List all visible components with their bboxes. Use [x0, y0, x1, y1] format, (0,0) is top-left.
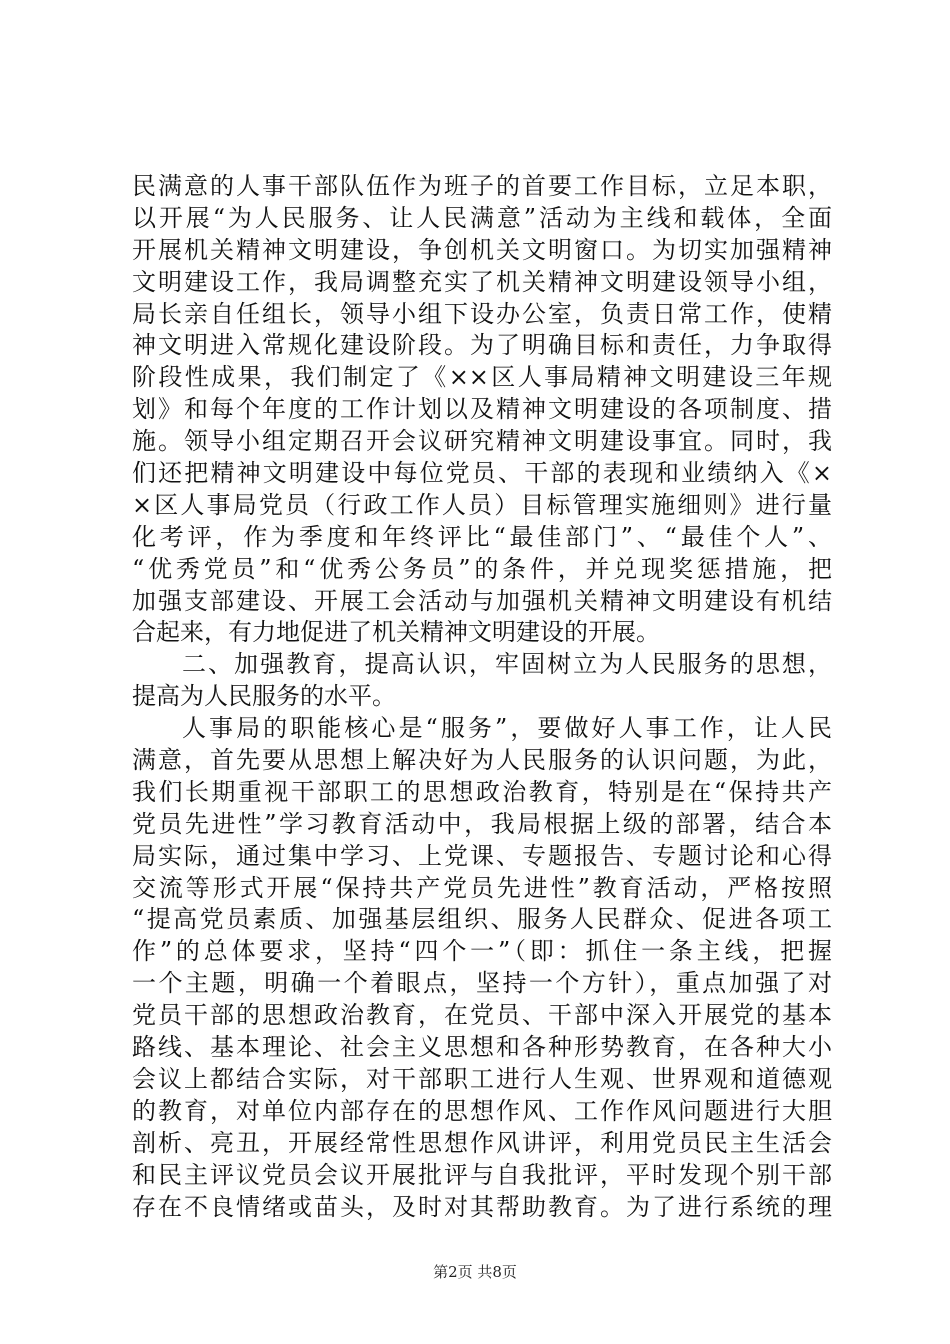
text-line: 以开展“为人民服务、让人民满意”活动为主线和载体，全面 [132, 203, 832, 232]
text-line: 一个主题，明确一个着眼点，坚持一个方针），重点加强了对 [132, 969, 832, 998]
text-line: 作”的总体要求，坚持“四个一”（即：抓住一条主线，把握 [132, 937, 832, 966]
text-line: 交流等形式开展“保持共产党员先进性”教育活动，严格按照 [132, 873, 832, 902]
text-line: “优秀党员”和“优秀公务员”的条件，并兑现奖惩措施，把 [132, 554, 832, 583]
document-body [132, 171, 832, 1223]
text-line: 满意，首先要从思想上解决好为人民服务的认识问题，为此， [132, 746, 832, 775]
text-line: 局实际，通过集中学习、上党课、专题报告、专题讨论和心得 [132, 841, 832, 870]
text-line: 民满意的人事干部队伍作为班子的首要工作目标，立足本职， [132, 172, 832, 200]
text-line: 党员干部的思想政治教育，在党员、干部中深入开展党的基本 [132, 1001, 832, 1030]
text-line: 开展机关精神文明建设，争创机关文明窗口。为切实加强精神 [132, 235, 832, 264]
text-line: 阶段性成果，我们制定了《××区人事局精神文明建设三年规 [132, 363, 832, 392]
text-line: 文明建设工作，我局调整充实了机关精神文明建设领导小组， [132, 267, 832, 296]
text-line: 我们长期重视干部职工的思想政治教育，特别是在“保持共产 [132, 777, 832, 806]
text-line: 人事局的职能核心是“服务”，要做好人事工作，让人民 [182, 714, 832, 743]
text-line: 存在不良情绪或苗头，及时对其帮助教育。为了进行系统的理 [132, 1192, 832, 1221]
text-line: 加强支部建设、开展工会活动与加强机关精神文明建设有机结 [132, 586, 832, 615]
text-line: 局长亲自任组长，领导小组下设办公室，负责日常工作，使精 [132, 299, 832, 328]
text-line: ×区人事局党员（行政工作人员）目标管理实施细则》进行量 [132, 490, 832, 519]
section-heading-line: 二、加强教育，提高认识，牢固树立为人民服务的思想， [182, 650, 832, 679]
text-line: 合起来，有力地促进了机关精神文明建设的开展。 [132, 618, 660, 647]
text-line: 党员先进性”学习教育活动中，我局根据上级的部署，结合本 [132, 809, 832, 838]
text-line: 路线、基本理论、社会主义思想和各种形势教育，在各种大小 [132, 1033, 832, 1062]
text-line: 剖析、亮丑，开展经常性思想作风讲评，利用党员民主生活会 [132, 1128, 832, 1157]
text-line: 会议上都结合实际，对干部职工进行人生观、世界观和道德观 [132, 1064, 832, 1093]
text-line: 和民主评议党员会议开展批评与自我批评，平时发现个别干部 [132, 1160, 832, 1189]
text-line: 化考评，作为季度和年终评比“最佳部门”、“最佳个人”、 [132, 522, 832, 551]
page-number-footer: 第2页 共8页 [433, 1263, 517, 1281]
text-line: 的教育，对单位内部存在的思想作风、工作作风问题进行大胆 [132, 1096, 832, 1125]
text-line: 划》和每个年度的工作计划以及精神文明建设的各项制度、措 [132, 395, 832, 424]
text-line: 施。领导小组定期召开会议研究精神文明建设事宜。同时，我 [132, 427, 832, 456]
text-line: 们还把精神文明建设中每位党员、干部的表现和业绩纳入《× [132, 459, 832, 488]
text-line: “提高党员素质、加强基层组织、服务人民群众、促进各项工 [132, 905, 832, 934]
text-line: 神文明进入常规化建设阶段。为了明确目标和责任，力争取得 [132, 331, 832, 360]
section-heading-line: 提高为人民服务的水平。 [132, 682, 396, 711]
